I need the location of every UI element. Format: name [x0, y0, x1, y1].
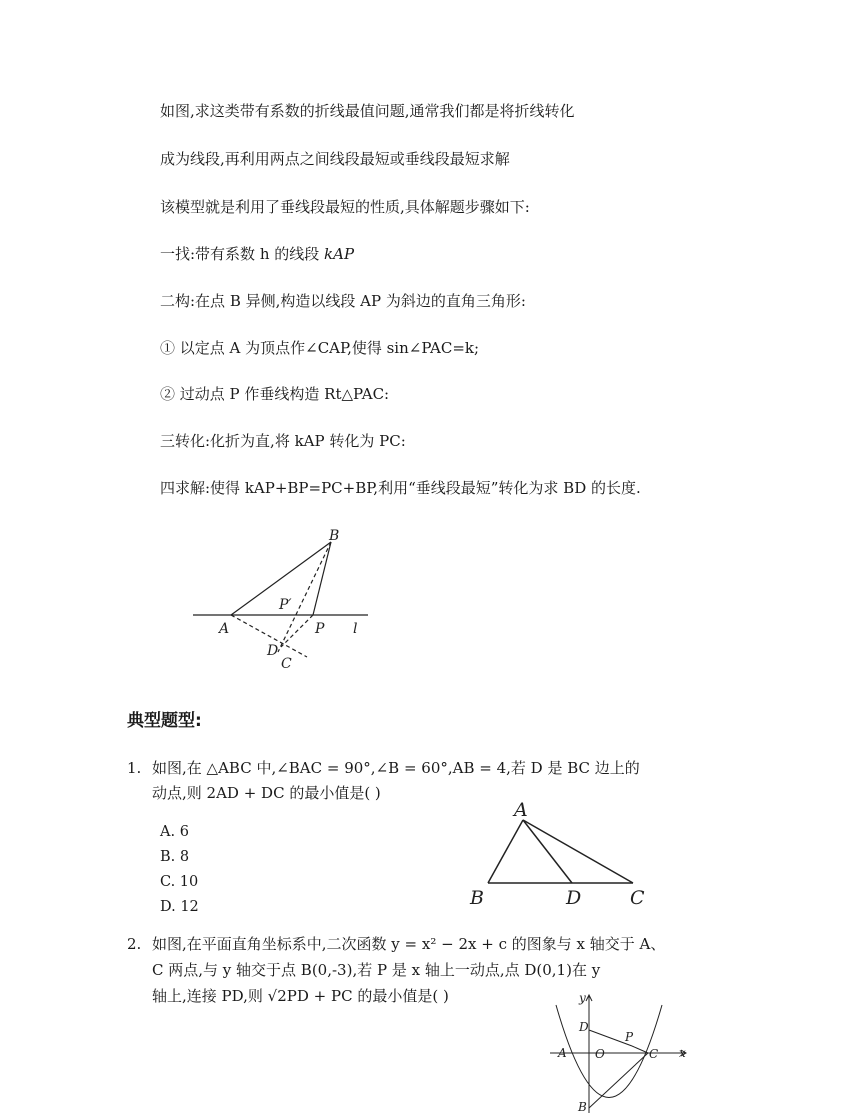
parabola — [556, 1005, 662, 1098]
label-a: A — [558, 1046, 567, 1060]
question-1-option-c[interactable]: C. 10 — [160, 874, 199, 890]
segment-bc — [589, 1053, 648, 1108]
intro-line-5: 二构:在点 B 异侧,构造以线段 AP 为斜边的直角三角形: — [160, 292, 526, 310]
label-b: B — [470, 887, 484, 909]
label-b: B — [578, 1100, 587, 1113]
intro-line-6: ① 以定点 A 为顶点作∠CAP,使得 sin∠PAC=k; — [160, 339, 480, 357]
question-1-line-2: 动点,则 2AD + DC 的最小值是( ) — [152, 784, 381, 802]
intro-line-8: 三转化:化折为直,将 kAP 转化为 PC: — [160, 432, 406, 450]
label-p-prime: P′ — [279, 597, 292, 613]
segment-pc-dashed — [281, 615, 313, 647]
question-1-option-d[interactable]: D. 12 — [160, 899, 199, 915]
label-d: D — [267, 643, 279, 659]
label-p: P — [625, 1030, 634, 1044]
question-2-line-3: 轴上,连接 PD,则 √2PD + PC 的最小值是( ) — [152, 987, 449, 1005]
label-x: x — [679, 1046, 686, 1060]
segment-ab — [488, 820, 523, 883]
label-p: P — [315, 621, 325, 637]
figure-1-diagram — [185, 522, 385, 677]
intro-line-9: 四求解:使得 kAP+BP=PC+BP,利用“垂线段最短”转化为求 BD 的长度. — [160, 479, 641, 497]
question-1-figure — [462, 798, 657, 910]
question-1-line-1: 如图,在 △ABC 中,∠BAC = 90°,∠B = 60°,AB = 4,若 D 是 BC 边上的 — [152, 759, 640, 777]
intro-line-4-math: kAP — [324, 245, 355, 263]
segment-ac — [523, 820, 633, 883]
label-c: C — [281, 656, 292, 672]
question-2-line-1: 如图,在平面直角坐标系中,二次函数 y = x² − 2x + c 的图象与 x 轴交于 A、 — [152, 935, 666, 953]
question-1-option-a[interactable]: A. 6 — [160, 824, 189, 840]
intro-line-4-text: 一找:带有系数 h 的线段 — [160, 245, 325, 263]
label-d: D — [566, 887, 582, 909]
intro-line-1: 如图,求这类带有系数的折线最值问题,通常我们都是将折线转化 — [160, 102, 575, 120]
segment-pc — [632, 1046, 648, 1053]
question-2-number: 2. — [127, 935, 142, 953]
label-l: l — [353, 621, 358, 637]
label-y: y — [579, 991, 586, 1005]
intro-line-3: 该模型就是利用了垂线段最短的性质,具体解题步骤如下: — [160, 198, 530, 216]
label-c: C — [630, 887, 645, 909]
intro-line-7: ② 过动点 P 作垂线构造 Rt△PAC: — [160, 385, 390, 403]
question-2-figure — [545, 990, 705, 1113]
intro-line-4 — [160, 244, 354, 264]
label-b: B — [329, 528, 340, 544]
question-1-number: 1. — [127, 759, 142, 777]
question-1-option-b[interactable]: B. 8 — [160, 849, 190, 865]
question-2-line-2: C 两点,与 y 轴交于点 B(0,-3),若 P 是 x 轴上一动点,点 D(0,1)在 y — [152, 961, 601, 979]
intro-line-2: 成为线段,再利用两点之间线段最短或垂线段最短求解 — [160, 150, 510, 168]
label-d: D — [579, 1020, 589, 1034]
label-a: A — [514, 799, 528, 821]
label-o: O — [595, 1047, 605, 1061]
label-c: C — [649, 1047, 659, 1061]
segment-ad — [523, 820, 572, 883]
label-a: A — [219, 621, 230, 637]
section-title: 典型题型: — [127, 711, 202, 731]
